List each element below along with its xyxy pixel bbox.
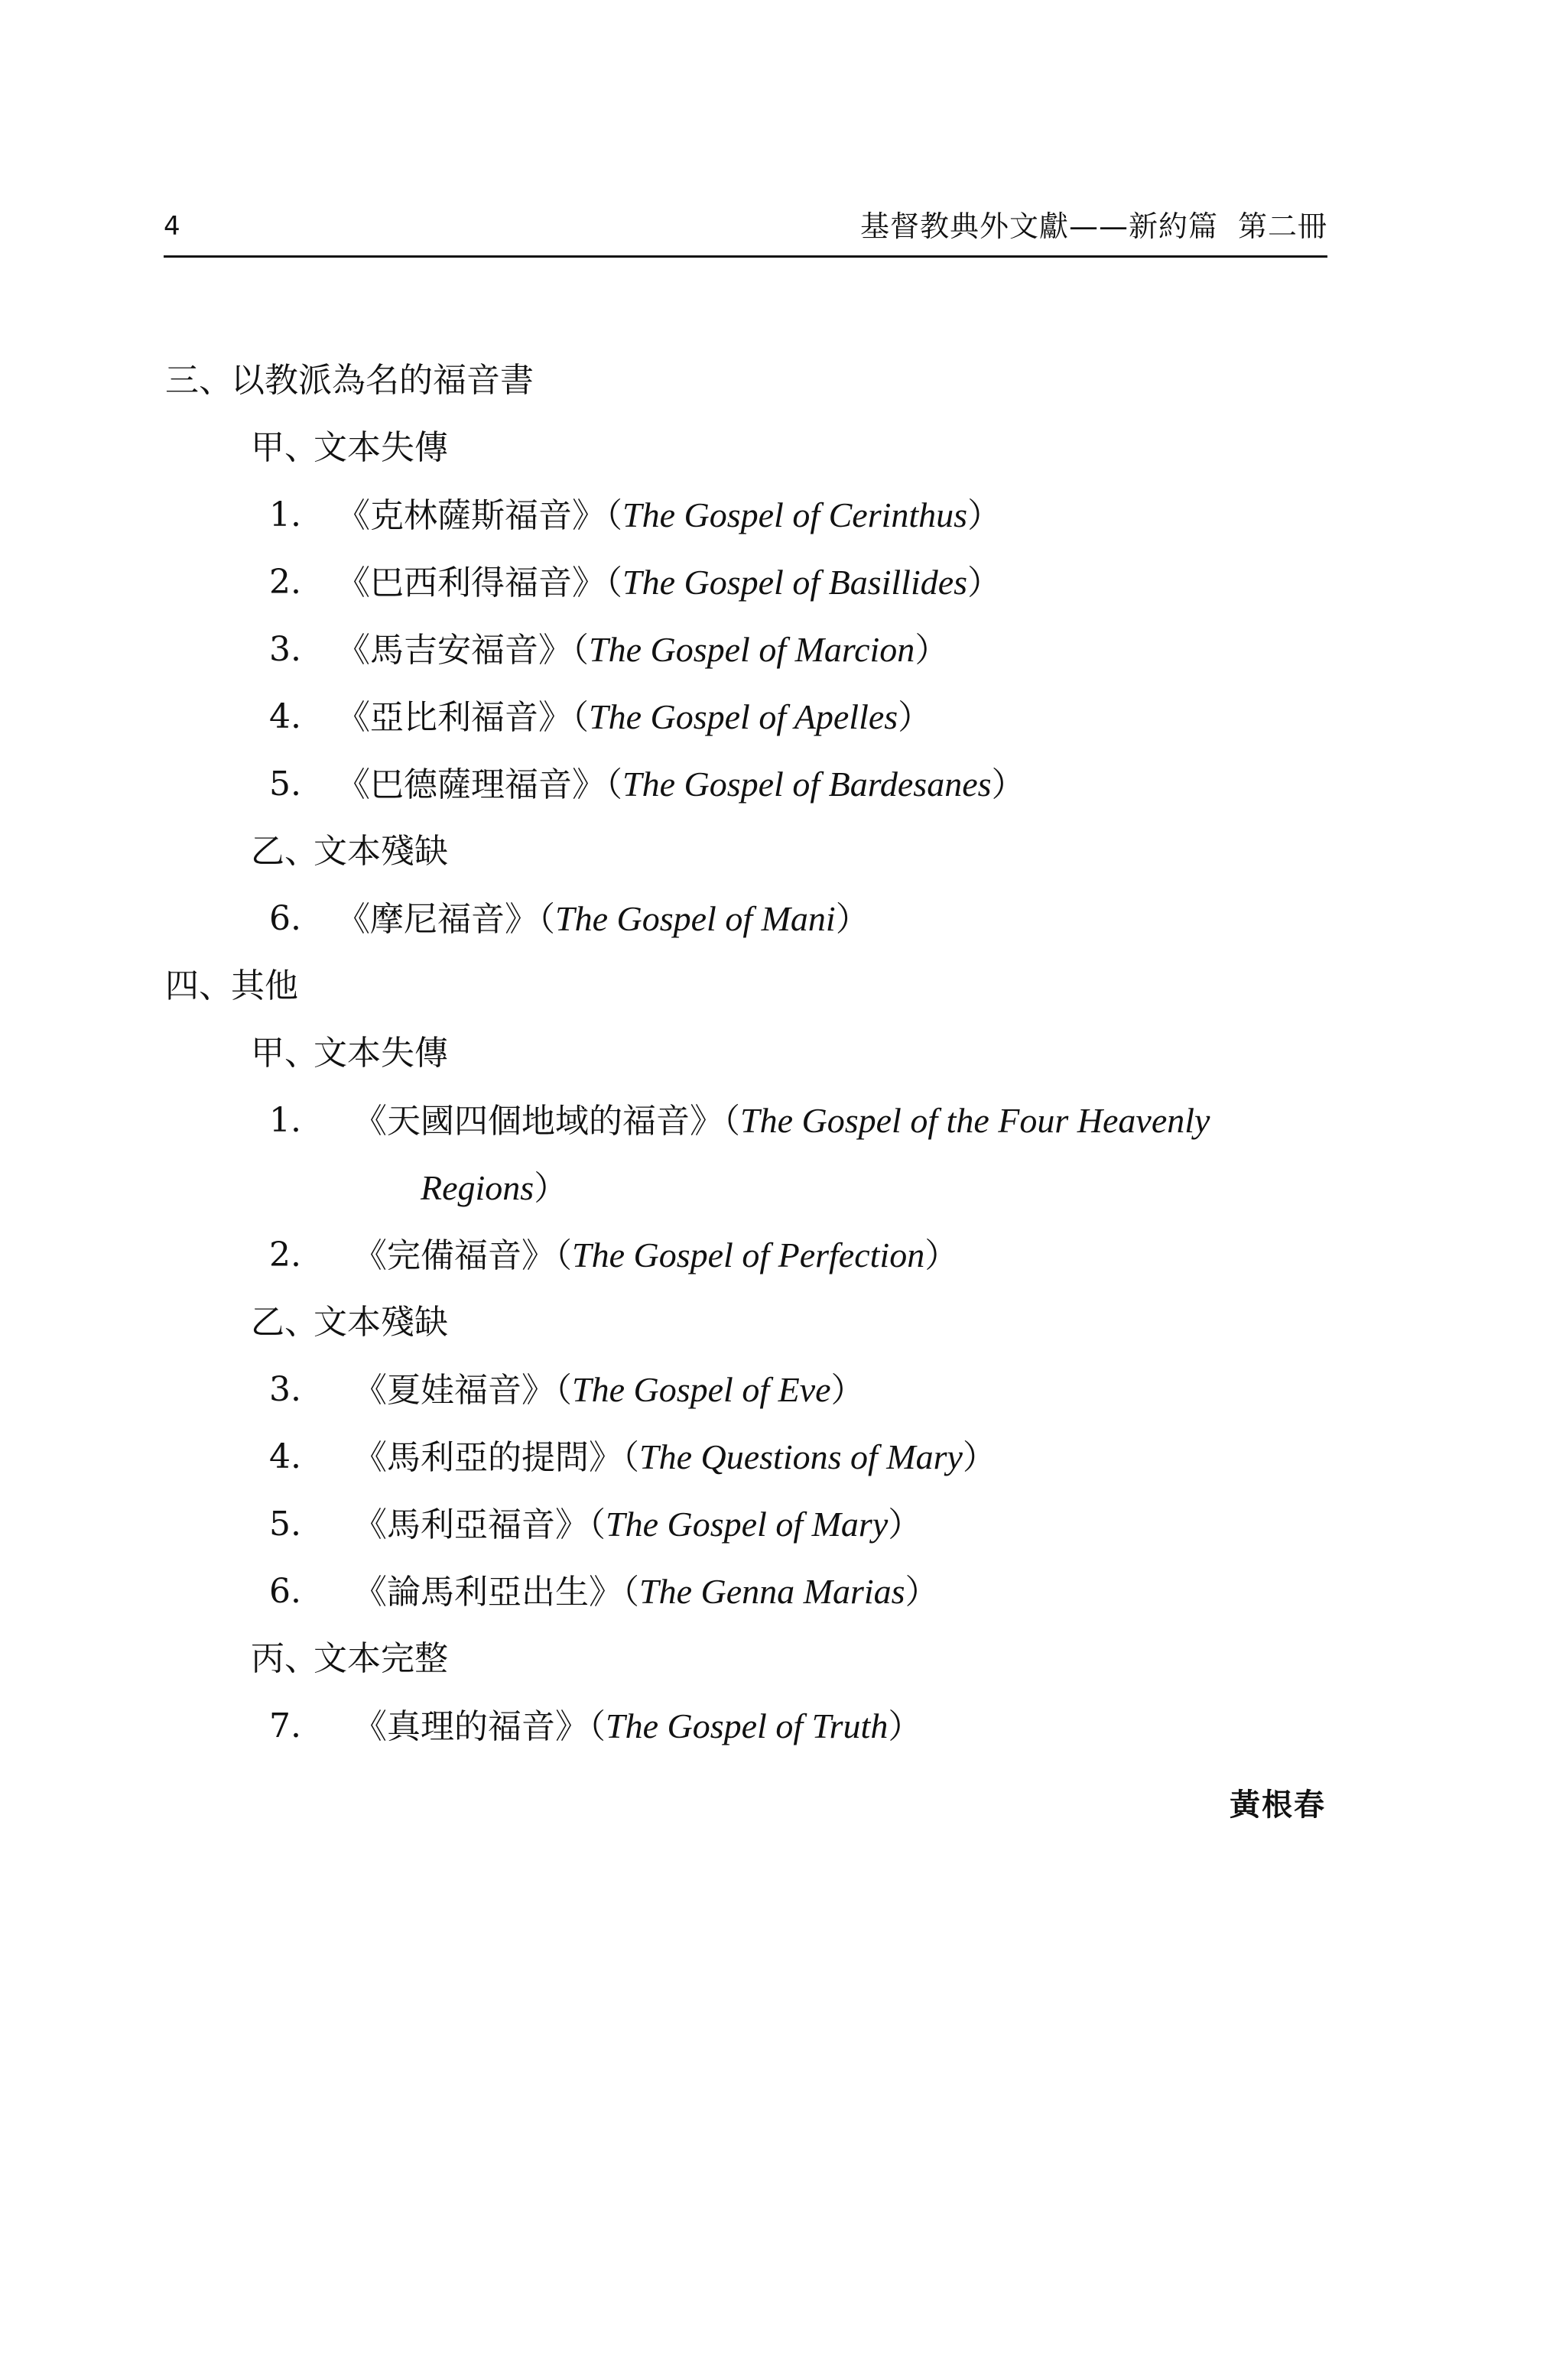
open-paren: （ bbox=[572, 699, 589, 736]
item-english-title: The Gospel of Mani bbox=[555, 899, 836, 938]
item-chinese-title: 《巴德薩理福音》 bbox=[336, 765, 606, 804]
book-title: 基督教典外文獻——新約篇 bbox=[859, 209, 1218, 243]
page-number: 4 bbox=[164, 211, 180, 242]
item-chinese-title: 《亞比利福音》 bbox=[336, 698, 572, 737]
group-marker: 丙、 bbox=[251, 1639, 318, 1678]
item-english-title: The Gospel of Bardesanes bbox=[622, 765, 992, 804]
item-number: 5. bbox=[269, 765, 301, 804]
group-heading bbox=[251, 1031, 448, 1076]
open-paren: （ bbox=[555, 1237, 572, 1274]
item-chinese-title: 《天國四個地域的福音》 bbox=[353, 1102, 723, 1141]
close-paren: ） bbox=[967, 497, 1002, 534]
item-number: 2. bbox=[269, 1235, 301, 1274]
open-paren: （ bbox=[538, 901, 555, 938]
item-number: 1. bbox=[269, 495, 301, 534]
section-heading bbox=[165, 358, 534, 404]
item-chinese-title: 《完備福音》 bbox=[353, 1236, 555, 1275]
close-paren: ） bbox=[830, 1372, 865, 1409]
item-english-title: The Gospel of Marcion bbox=[589, 630, 915, 669]
item-chinese-title: 《克林薩斯福音》 bbox=[336, 496, 606, 535]
item-chinese-title: 《馬利亞福音》 bbox=[353, 1505, 589, 1544]
open-paren: （ bbox=[589, 1708, 606, 1745]
volume-label: 第二冊 bbox=[1237, 209, 1327, 243]
item-english-title: The Gospel of Perfection bbox=[572, 1235, 925, 1274]
open-paren: （ bbox=[723, 1102, 740, 1140]
item-number: 5. bbox=[269, 1505, 301, 1544]
item-number: 6. bbox=[269, 899, 301, 938]
item-chinese-title: 《論馬利亞出生》 bbox=[353, 1573, 622, 1612]
open-paren: （ bbox=[589, 1506, 606, 1544]
item-number: 6. bbox=[269, 1572, 301, 1611]
item-number: 3. bbox=[269, 1370, 301, 1409]
group-title: 文本完整 bbox=[314, 1639, 448, 1678]
group-heading bbox=[251, 1300, 448, 1346]
item-english-title: The Gospel of Basillides bbox=[622, 563, 968, 602]
item-english-title: The Gospel of the Four Heavenly bbox=[740, 1101, 1210, 1140]
item-english-title: The Gospel of Cerinthus bbox=[622, 495, 968, 534]
item-english-title: The Gospel of Apelles bbox=[589, 697, 898, 736]
open-paren: （ bbox=[572, 632, 589, 669]
item-chinese-title: 《巴西利得福音》 bbox=[336, 563, 606, 602]
close-paren: ） bbox=[888, 1506, 922, 1544]
group-title: 文本失傳 bbox=[314, 428, 448, 467]
close-paren: ） bbox=[888, 1708, 922, 1745]
group-heading bbox=[251, 1636, 448, 1682]
group-marker: 甲、 bbox=[251, 428, 318, 467]
close-paren: ） bbox=[534, 1170, 568, 1207]
item-chinese-title: 《馬吉安福音》 bbox=[336, 631, 572, 670]
item-chinese-title: 《真理的福音》 bbox=[353, 1707, 589, 1746]
open-paren: （ bbox=[606, 497, 622, 534]
item-number: 4. bbox=[269, 1437, 301, 1476]
item-number: 1. bbox=[269, 1101, 301, 1140]
item-number: 7. bbox=[269, 1706, 301, 1745]
close-paren: ） bbox=[967, 564, 1002, 602]
group-title: 文本失傳 bbox=[314, 1034, 448, 1073]
close-paren: ） bbox=[898, 699, 932, 736]
close-paren: ） bbox=[991, 766, 1025, 804]
item-english-title: The Gospel of Mary bbox=[606, 1505, 889, 1544]
open-paren: （ bbox=[606, 564, 622, 602]
item-english-title: The Questions of Mary bbox=[639, 1437, 963, 1476]
group-heading bbox=[251, 425, 448, 471]
item-number: 4. bbox=[269, 697, 301, 736]
section-title: 以教派為名的福音書 bbox=[231, 361, 534, 400]
group-marker: 乙、 bbox=[251, 832, 318, 871]
running-header bbox=[164, 205, 1327, 258]
section-marker: 四、 bbox=[165, 966, 232, 1005]
close-paren: ） bbox=[924, 1237, 959, 1274]
item-chinese-title: 《馬利亞的提問》 bbox=[353, 1438, 622, 1477]
section-title: 其他 bbox=[231, 966, 298, 1005]
item-english-title: The Gospel of Truth bbox=[606, 1706, 889, 1745]
item-english-title-continued: Regions bbox=[421, 1168, 534, 1207]
running-title bbox=[860, 209, 1327, 243]
item-chinese-title: 《夏娃福音》 bbox=[353, 1371, 555, 1410]
section-heading bbox=[165, 963, 298, 1009]
author-signature: 黃根春 bbox=[1230, 1787, 1326, 1823]
item-english-title: The Genna Marias bbox=[639, 1572, 905, 1611]
item-number: 2. bbox=[269, 563, 301, 602]
group-heading bbox=[251, 829, 448, 875]
section-marker: 三、 bbox=[165, 361, 232, 400]
open-paren: （ bbox=[622, 1439, 639, 1476]
group-marker: 甲、 bbox=[251, 1034, 318, 1073]
item-number: 3. bbox=[269, 630, 301, 669]
close-paren: ） bbox=[962, 1439, 996, 1476]
group-title: 文本殘缺 bbox=[314, 1303, 448, 1342]
item-english-title: The Gospel of Eve bbox=[572, 1370, 831, 1409]
open-paren: （ bbox=[622, 1573, 639, 1611]
group-marker: 乙、 bbox=[251, 1303, 318, 1342]
close-paren: ） bbox=[915, 632, 949, 669]
close-paren: ） bbox=[905, 1573, 939, 1611]
item-chinese-title: 《摩尼福音》 bbox=[336, 900, 538, 939]
close-paren: ） bbox=[835, 901, 869, 938]
open-paren: （ bbox=[555, 1372, 572, 1409]
group-title: 文本殘缺 bbox=[314, 832, 448, 871]
open-paren: （ bbox=[606, 766, 622, 804]
